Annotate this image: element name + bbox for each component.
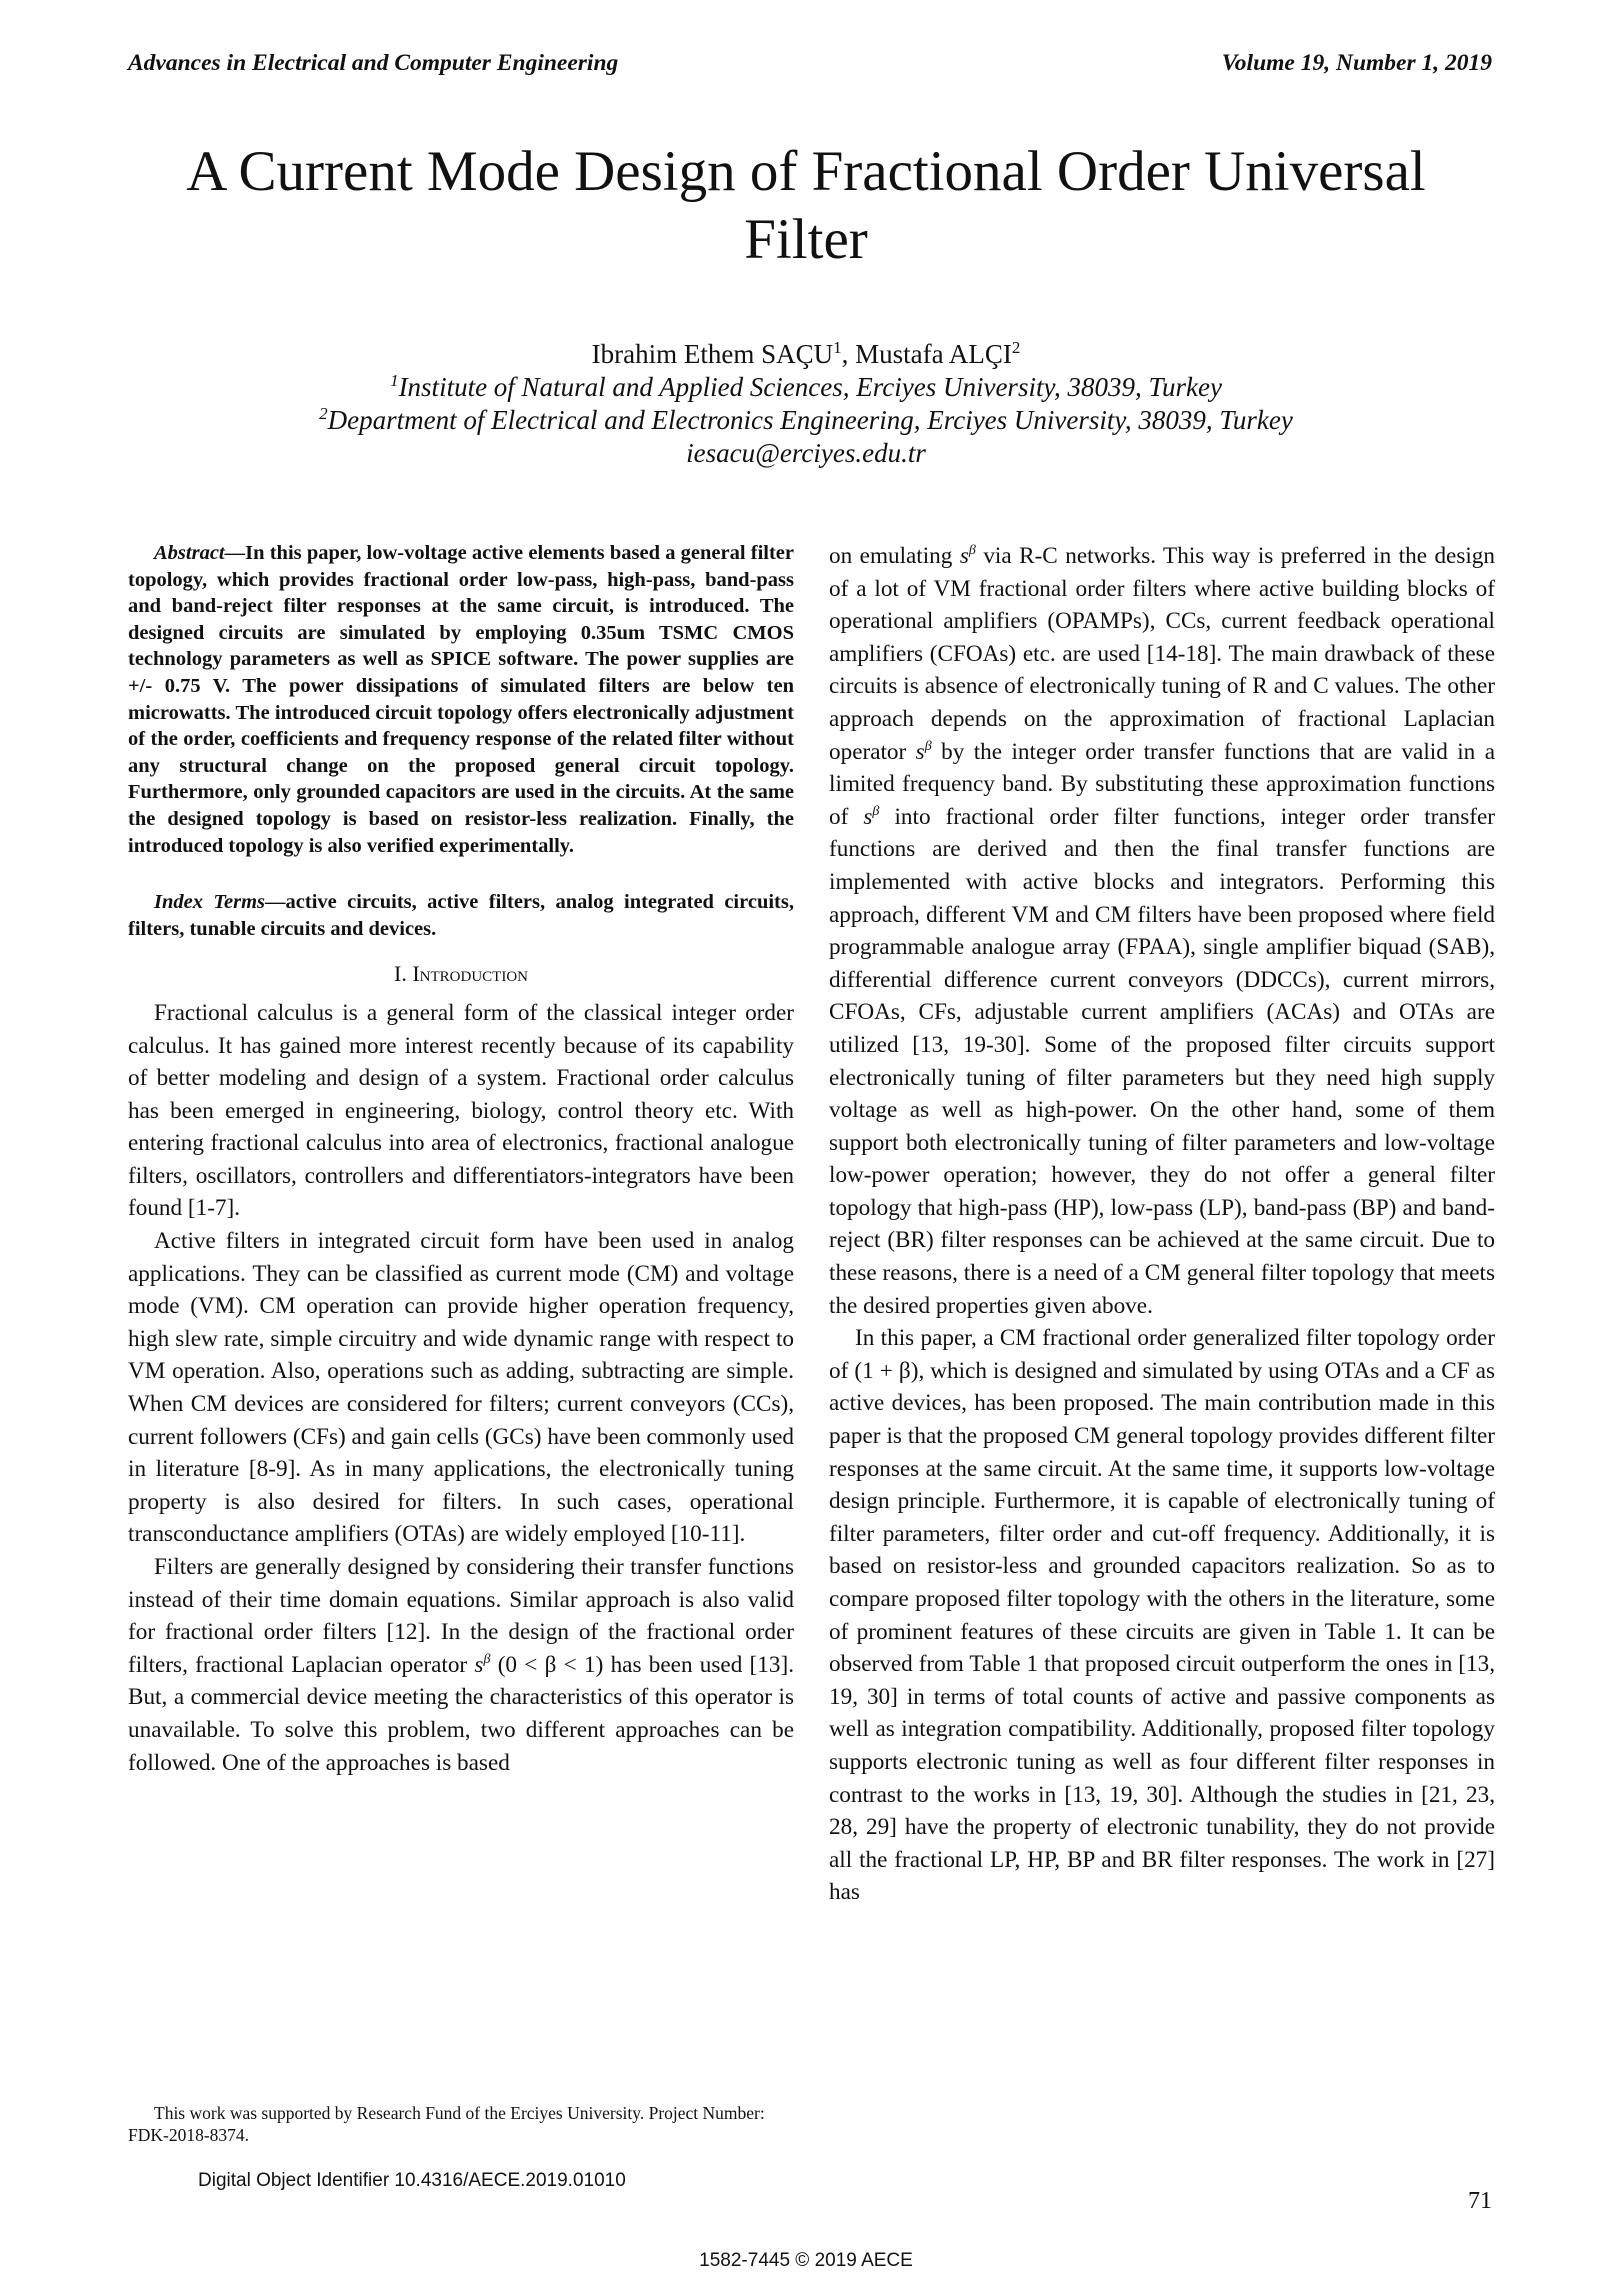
section-title: Introduction	[412, 961, 528, 987]
intro-paragraph-4: In this paper, a CM fractional order generalized filter topology order of (1 + β), which is designed and simulated by using OTAs and a CF as active devices, has been proposed. The main contribution made in this paper is that the proposed CM general topology provides different filter responses at the same circuit. At the same time, it supports low-voltage design principle. Furthermore, it is capable of electronically tuning of filter parameters, filter order and cut-off frequency. Additionally, it is based on resistor-less and grounded capacitors realization. So as to compare proposed filter topology with the others in the literature, some of prominent features of these circuits are given in Table 1. It can be observed from Table 1 that proposed circuit outperform the ones in [13, 19, 30] in terms of total counts of active and passive components as well as integration compatibility. Additionally, proposed filter topology supports electronic tuning as well as four different filter responses in contrast to the works in [13, 19, 30]. Although the studies in [21, 23, 28, 29] have the property of electronic tunability, they do not provide all the fractional LP, HP, BP and BR filter responses. The work in [27] has	[829, 1325, 1495, 1906]
laplacian-operator	[960, 543, 976, 569]
right-column	[829, 540, 1495, 1909]
intro-paragraph-1: Fractional calculus is a general form of the classical integer order calculus. It has gained more interest recently because of its capability of better modeling and design of a system. Fractional order calculus has been emerged in engineering, biology, control theory etc. With entering fractional calculus into area of electronics, fractional analogue filters, oscillators, controllers and differentiators-integrators have been found [1-7].	[128, 999, 794, 1222]
author-separator: ,	[841, 339, 856, 369]
author-block	[140, 338, 1472, 470]
laplacian-operator	[863, 804, 879, 830]
affiliation-2-text: Department of Electrical and Electronics Engineering, Erciyes University, 38039, Turkey	[327, 405, 1293, 435]
r1-part-b: via R-C networks. This way is preferred in the design of a lot of VM fractional order filters where active building blocks of operational amplifiers (OPAMPs), CCs, current feedback operational amplifiers (CFOAs) etc. are used [14-18]. The main drawback of these circuits is absence of electronically tuning of R and C values. The other approach depends on the approximation of fractional Laplacian operator	[829, 543, 1495, 765]
affiliation-2	[140, 404, 1472, 437]
math-s: s	[915, 738, 925, 765]
page-number: 71	[1468, 2188, 1492, 2214]
author-line	[140, 338, 1472, 371]
left-column	[128, 540, 794, 1779]
index-terms-text: —active circuits, active filters, analog integrated circuits, filters, tunable circuits and devices.	[128, 891, 794, 940]
section-number: I.	[394, 961, 413, 987]
affiliation-2-mark: 2	[319, 404, 328, 423]
index-terms-lead: Index Terms	[154, 891, 266, 914]
intro-paragraph-3-continued	[829, 540, 1495, 1322]
math-beta: β	[968, 543, 976, 558]
affiliation-1-text: Institute of Natural and Applied Sciences, Erciyes University, 38039, Turkey	[398, 372, 1222, 402]
affiliation-1-mark: 1	[390, 371, 399, 390]
math-beta: β	[924, 738, 932, 754]
intro-paragraph-3-part-b: (0 < β < 1) has been used [13]. But, a commercial device meeting the characteristics of this operator is unavailable. To solve this problem, two different approaches can be followed. One of the approaches is based	[128, 1651, 794, 1776]
intro-paragraph-2: Active filters in integrated circuit form have been used in analog applications. They can be classified as current mode (CM) and voltage mode (VM). CM operation can provide higher operation frequency, high slew rate, simple circuitry and wide dynamic range with respect to VM operation. Also, operations such as adding, subtracting are simple. When CM devices are considered for filters; current conveyors (CCs), current followers (CFs) and gain cells (GCs) have been commonly used in literature [8-9]. As in many applications, the electronically tuning property is also desired for filters. In such cases, operational transconductance amplifiers (OTAs) are widely employed [10-11].	[128, 1228, 794, 1548]
journal-name: Advances in Electrical and Computer Engineering	[128, 50, 619, 76]
funding-footnote	[128, 2102, 794, 2146]
laplacian-operator	[474, 1652, 490, 1678]
doi-identifier: Digital Object Identifier 10.4316/AECE.2019.01010	[198, 2170, 626, 2191]
math-beta: β	[872, 803, 880, 819]
volume-info: Volume 19, Number 1, 2019	[1221, 50, 1492, 76]
funding-footnote-text: This work was supported by Research Fund of the Erciyes University. Project Number: FDK-2018-8374.	[128, 2103, 765, 2145]
intro-paragraph-3	[128, 1551, 794, 1779]
math-s: s	[959, 543, 969, 569]
abstract-text: —In this paper, low-voltage active elements based a general filter topology, which provides fractional order low-pass, high-pass, band-pass and band-reject filter responses at the same circuit, is introduced. The designed circuits are simulated by employing 0.35um TSMC CMOS technology parameters as well as SPICE software. The power supplies are +/- 0.75 V. The power dissipations of simulated filters are below ten microwatts. The introduced circuit topology offers electronically adjustment of the order, coefficients and frequency response of the related filter without any structural change on the proposed general circuit topology. Furthermore, only grounded capacitors are used in the circuits. At the same the designed topology is based on resistor-less realization. Finally, the introduced topology is also verified experimentally.	[128, 542, 794, 857]
abstract	[128, 540, 794, 859]
author-email: iesacu@erciyes.edu.tr	[686, 438, 926, 468]
author-1: Ibrahim Ethem SAÇU	[591, 339, 834, 369]
author-2: Mustafa ALÇI	[855, 339, 1012, 369]
laplacian-operator	[916, 739, 932, 765]
issn-copyright: 1582-7445 © 2019 AECE	[699, 2250, 913, 2271]
r1-part-c: by the integer order transfer functions that are valid in a limited frequency band. By substituting these approximation functions of	[829, 738, 1495, 830]
abstract-lead: Abstract	[154, 542, 225, 564]
author-2-affiliation-mark: 2	[1011, 338, 1021, 357]
r1-part-a: on emulating	[829, 543, 960, 569]
math-s: s	[863, 803, 873, 830]
r1-part-d: into fractional order filter functions, integer order transfer functions are derived and then the final transfer functions are implemented with active blocks and integrators. Performing this approach, different VM and CM filters have been proposed where field programmable analogue array (FPAA), single amplifier biquad (SAB), differential difference current conveyors (DDCCs), current mirrors, CFOAs, CFs, adjustable current amplifiers (ACAs) and OTAs are utilized [13, 19-30]. Some of the proposed filter circuits support electronically tuning of filter parameters but they need high supply voltage as well as high-power. On the other hand, some of them support both electronically tuning of filter parameters and low-voltage low-power operation; however, they do not offer a general filter topology that high-pass (HP), low-pass (LP), band-pass (BP) and band-reject (BR) filter responses can be achieved at the same circuit. Due to these reasons, there is a need of a CM general filter topology that meets the desired properties given above.	[829, 803, 1495, 1319]
author-1-affiliation-mark: 1	[833, 338, 842, 357]
affiliation-1	[140, 371, 1472, 404]
math-beta: β	[483, 1651, 491, 1667]
math-s: s	[474, 1651, 484, 1678]
paper-title: A Current Mode Design of Fractional Order Universal Filter	[186, 140, 1426, 271]
index-terms	[128, 889, 794, 942]
section-heading-introduction	[128, 958, 794, 991]
intro-paragraph-3-part-a: Filters are generally designed by considering their transfer functions instead of their time domain equations. Similar approach is also valid for fractional order filters [12]. In the design of the fractional order filters, fractional Laplacian operator	[128, 1554, 794, 1678]
